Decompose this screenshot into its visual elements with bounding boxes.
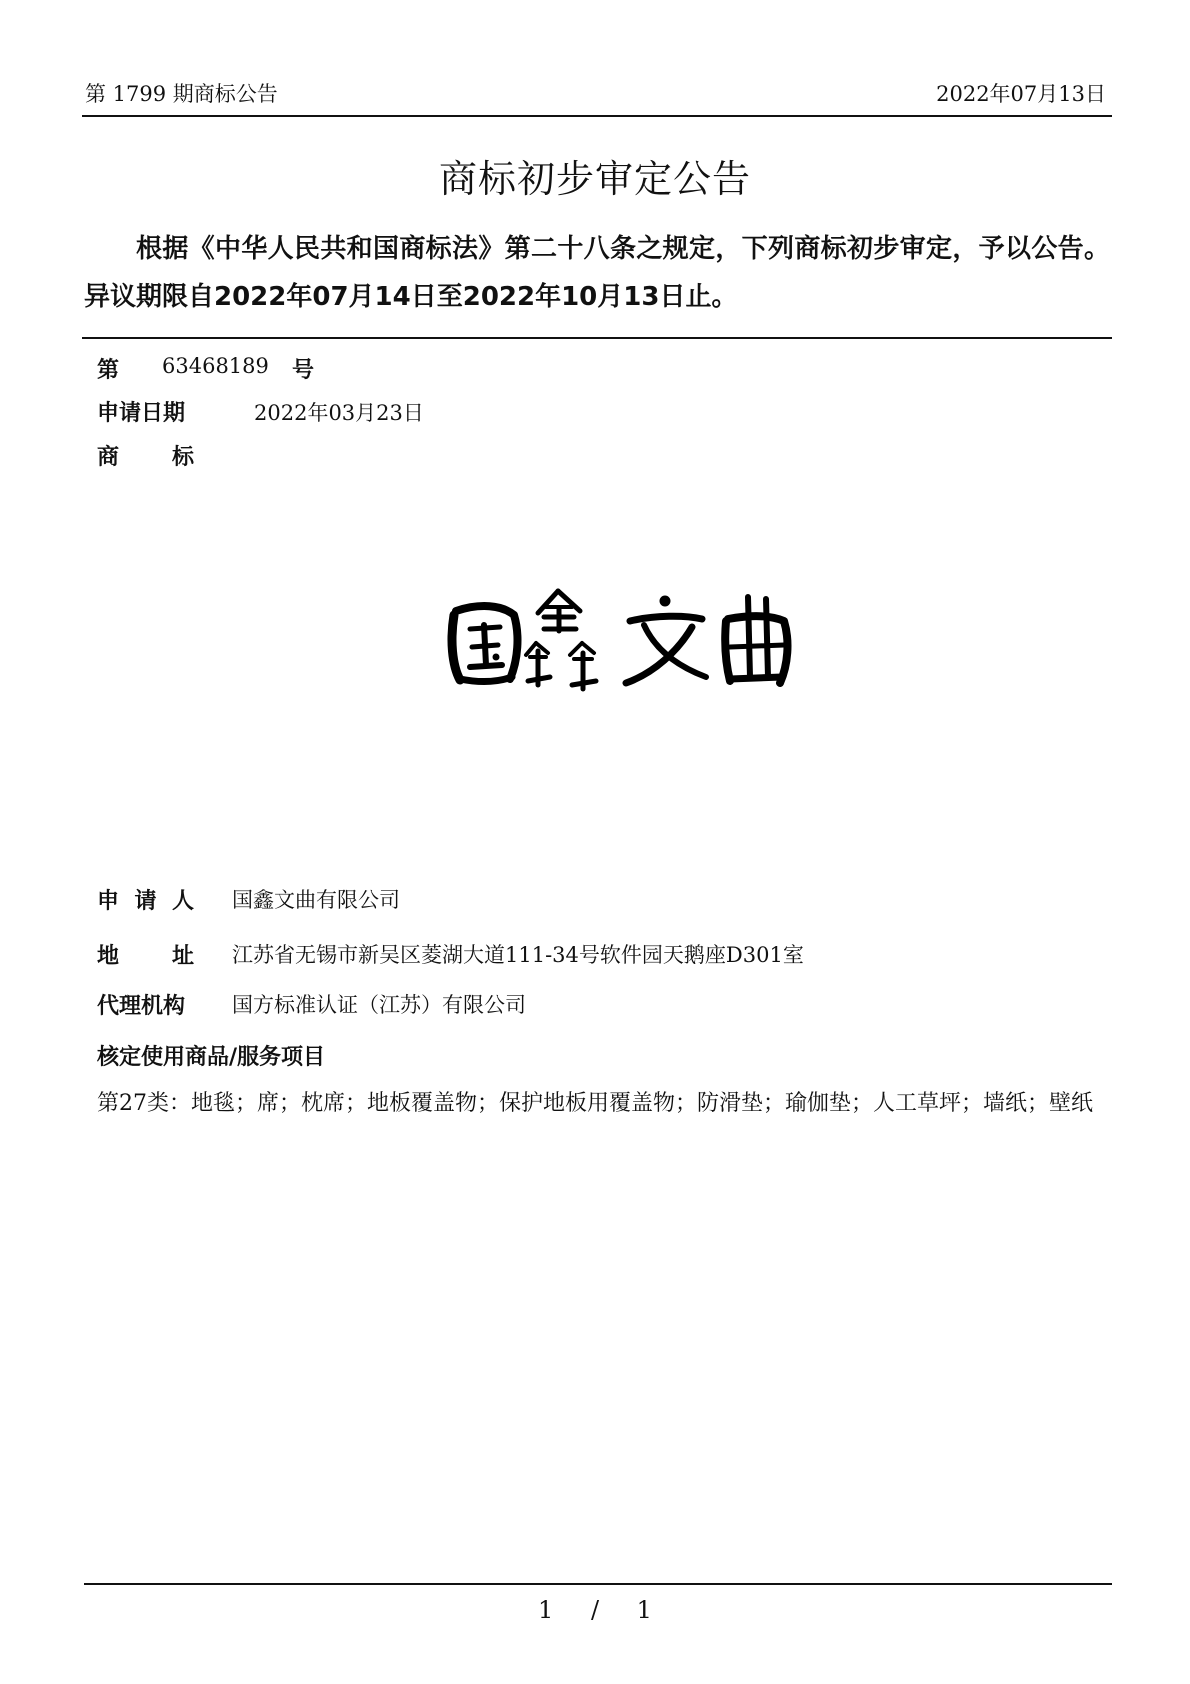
address-label bbox=[97, 939, 194, 970]
reg-number-label-suffix: 号 bbox=[292, 358, 315, 383]
address-label-char: 址 bbox=[171, 944, 194, 969]
apply-date: 2022年03月23日 bbox=[254, 401, 424, 425]
agent-label: 代理机构 bbox=[97, 994, 186, 1019]
footer-divider bbox=[84, 1583, 1112, 1585]
mark-label-char: 商 bbox=[97, 445, 120, 470]
mark-glyph-wen bbox=[626, 596, 706, 683]
trademark-image bbox=[440, 585, 800, 695]
agent-name: 国方标准认证（江苏）有限公司 bbox=[232, 993, 526, 1017]
mark-glyph-xin bbox=[526, 591, 596, 689]
applicant-label-char: 人 bbox=[171, 889, 194, 914]
page-number: 1 / 1 bbox=[538, 1596, 652, 1624]
announcement-intro: 根据《中华人民共和国商标法》第二十八条之规定，下列商标初步审定，予以公告。异议期限自2022年07月14日至2022年10月13日止。 bbox=[84, 234, 1110, 312]
apply-date-label: 申请日期 bbox=[97, 401, 186, 426]
address-label-char: 地 bbox=[97, 944, 120, 969]
issue-date: 2022年07月13日 bbox=[936, 82, 1106, 106]
applicant-name: 国鑫文曲有限公司 bbox=[232, 888, 400, 912]
applicant-label-char: 请 bbox=[134, 889, 157, 914]
page-title: 商标初步审定公告 bbox=[438, 157, 751, 201]
mark-glyph-qu bbox=[725, 597, 787, 683]
reg-number: 63468189 bbox=[162, 354, 269, 378]
mark-glyph-guo bbox=[452, 606, 517, 681]
reg-number-label-prefix: 第 bbox=[97, 358, 120, 383]
goods-list: 第27类：地毯；席；枕席；地板覆盖物；保护地板用覆盖物；防滑垫；瑜伽垫；人工草坪；墙纸；壁纸 bbox=[97, 1091, 1093, 1116]
goods-label: 核定使用商品/服务项目 bbox=[97, 1045, 326, 1070]
mark-label-char: 标 bbox=[171, 445, 194, 470]
applicant-address: 江苏省无锡市新吴区菱湖大道111-34号软件园天鹅座D301室 bbox=[232, 943, 804, 967]
header-divider bbox=[82, 115, 1112, 117]
section-divider bbox=[82, 337, 1112, 339]
applicant-label-char: 申 bbox=[97, 889, 120, 914]
mark-label bbox=[97, 440, 194, 471]
applicant-label bbox=[97, 884, 194, 915]
issue-number: 第 1799 期商标公告 bbox=[85, 82, 278, 106]
